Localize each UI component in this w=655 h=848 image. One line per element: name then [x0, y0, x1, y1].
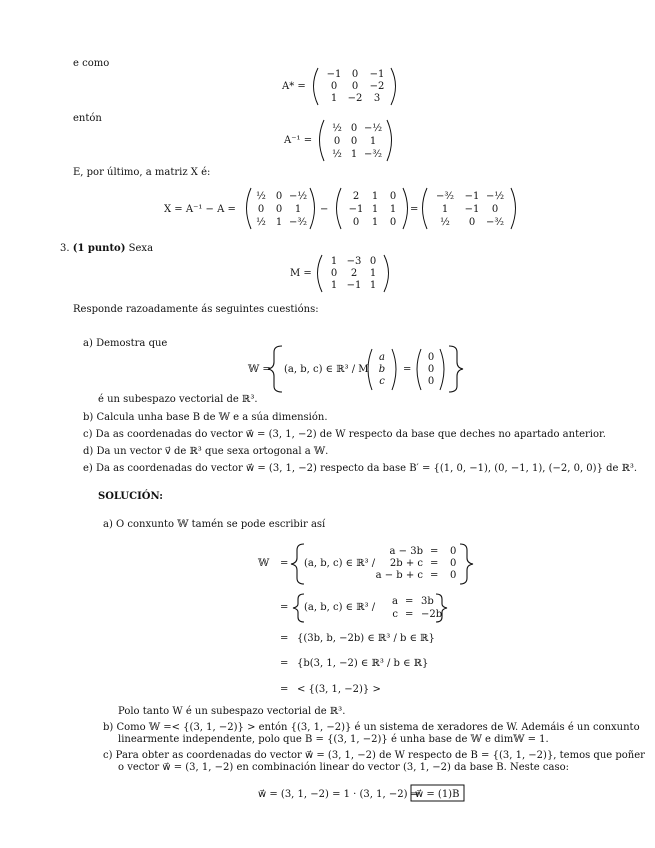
sol-r2-brace-left — [293, 594, 304, 622]
ainv-lhs: A⁻¹ = — [284, 135, 313, 146]
astar-cell: −2 — [347, 93, 363, 104]
solution-c-line1: c) Para obter as coordenadas do vector w⃗ = (3, 1, −2) de W respecto de B = {(3, 1, −2)}, temos que poñer — [103, 750, 645, 761]
solution-c-line2: o vector w⃗ = (3, 1, −2) en combinación linear do vector (3, 1, −2) da base B. Neste caso: — [118, 762, 569, 773]
x-m1-cell: −½ — [288, 191, 308, 202]
x-m2-cell: 0 — [352, 217, 360, 228]
m-cell: 0 — [330, 268, 338, 279]
w-set-brace-right — [449, 346, 463, 392]
x-m2-cell: 1 — [371, 217, 379, 228]
ainv-equation — [283, 120, 392, 161]
solution-derivation — [257, 544, 473, 695]
m-equation — [290, 255, 389, 292]
w-set-lhs: 𝕎 = — [248, 364, 271, 375]
astar-cell: 0 — [351, 69, 359, 80]
astar-cell: 0 — [351, 81, 359, 92]
x-m2-cell: 1 — [371, 204, 379, 215]
x-m2-cell: 0 — [389, 217, 397, 228]
x-m1-cell: 0 — [275, 191, 283, 202]
sol-r1-brace-left — [291, 544, 304, 584]
w-set-equals: = — [403, 364, 412, 375]
sys-rhs: 3b — [421, 596, 434, 607]
w-vec-paren-right — [392, 349, 396, 390]
question-b: b) Calcula unha base B de 𝕎 e a súa dimensión. — [83, 412, 328, 423]
x-m1-cell: ½ — [256, 191, 266, 202]
sys-lhs: c — [392, 609, 398, 620]
sol-r1-system — [376, 546, 457, 581]
sys-lhs: a − 3b — [389, 546, 423, 557]
x-m2-cell: 2 — [352, 191, 360, 202]
x-m1-paren-left — [247, 188, 252, 229]
x-m3-paren-right — [511, 188, 516, 229]
sol-w-symbol: 𝕎 — [258, 558, 270, 569]
x-m1-cell: 1 — [294, 204, 302, 215]
m-paren-left — [318, 255, 323, 292]
w-vec-cell: a — [379, 352, 385, 363]
x-m1-cell: 0 — [257, 204, 265, 215]
ainv-cell: 1 — [369, 136, 377, 147]
astar-cell: −1 — [369, 69, 385, 80]
sys-eq: = — [430, 570, 439, 581]
m-cell: 1 — [369, 280, 377, 291]
astar-cell: 0 — [330, 81, 338, 92]
w-zero-paren-left — [417, 349, 421, 390]
solution-heading: SOLUCIÓN: — [98, 491, 163, 502]
astar-equation — [281, 68, 396, 105]
sol-equals-4: = — [280, 658, 289, 669]
final-box: w⃗ = (1)B — [415, 789, 460, 800]
x-m1-cell: 1 — [275, 217, 283, 228]
sol-equals-1: = — [280, 558, 289, 569]
w-set-definition — [247, 346, 463, 392]
text-enton: entón — [73, 113, 102, 124]
sys-rhs: −2b — [421, 609, 443, 620]
astar-paren-right — [391, 68, 396, 105]
sys-rhs: 0 — [450, 558, 457, 569]
x-m1-cell: 0 — [275, 204, 283, 215]
ainv-cell: 1 — [350, 149, 358, 160]
x-m3-cell: 0 — [491, 204, 499, 215]
w-set-condition: (a, b, c) ∈ ℝ³ / M — [284, 364, 369, 375]
sys-eq: = — [430, 558, 439, 569]
ainv-cell: −½ — [363, 123, 383, 134]
astar-cell: −1 — [326, 69, 342, 80]
w-vec-cell: c — [379, 376, 385, 387]
m-cell: 1 — [369, 268, 377, 279]
text-polo-tanto: Polo tanto W é un subespazo vectorial de ℝ³. — [118, 706, 346, 717]
x-m2-paren-right — [403, 188, 408, 229]
x-m1-paren-right — [310, 188, 315, 229]
x-m3-cell: ½ — [440, 217, 450, 228]
x-m3-paren-left — [423, 188, 428, 229]
x-m3-cell: −½ — [485, 191, 505, 202]
sys-lhs: 2b + c — [389, 558, 423, 569]
ainv-paren-right — [387, 120, 392, 161]
m-cell: 2 — [350, 268, 358, 279]
m-cell: −3 — [346, 256, 362, 267]
sol-r2-system — [392, 596, 442, 620]
x-m1-cell: ½ — [256, 217, 266, 228]
astar-paren-left — [314, 68, 319, 105]
astar-cell: 1 — [330, 93, 338, 104]
question-a-label: a) — [83, 338, 93, 349]
question-a-after: é un subespazo vectorial de ℝ³. — [98, 394, 258, 405]
text-por-ultimo: E, por último, a matriz X é: — [73, 167, 211, 178]
x-m1-cell: −³⁄₂ — [288, 217, 308, 228]
x-m3-cell: −³⁄₂ — [435, 191, 455, 202]
astar-cell: −2 — [369, 81, 385, 92]
sol-equals-2: = — [280, 602, 289, 613]
sol-r3: {(3b, b, −2b) ∈ ℝ³ / b ∈ ℝ} — [297, 633, 435, 644]
x-m3-cell: 1 — [441, 204, 449, 215]
sol-r1-prefix: (a, b, c) ∈ ℝ³ / — [304, 558, 376, 569]
sys-lhs: a — [392, 596, 398, 607]
ainv-cell: −³⁄₂ — [363, 149, 383, 160]
problem-number: 3. — [60, 243, 70, 254]
sys-rhs: 0 — [450, 570, 457, 581]
sys-lhs: a − b + c — [375, 570, 423, 581]
sys-rhs: 0 — [450, 546, 457, 557]
m-cell: 1 — [330, 280, 338, 291]
sol-r1-brace-right — [460, 544, 473, 584]
x-lhs: X = A⁻¹ − A = — [164, 204, 236, 215]
problem-points: (1 punto) — [72, 243, 126, 254]
w-zero-cell: 0 — [427, 376, 435, 387]
sol-r4: {b(3, 1, −2) ∈ ℝ³ / b ∈ ℝ} — [297, 658, 429, 669]
sol-r2-prefix: (a, b, c) ∈ ℝ³ / — [304, 602, 376, 613]
sys-eq: = — [430, 546, 439, 557]
solution-b-line1: b) Como 𝕎 =< {(3, 1, −2)} > entón {(3, 1, −2)} é un sistema de xeradores de W. Ademáis é un conxunto — [103, 722, 640, 733]
w-zero-paren-right — [440, 349, 444, 390]
astar-lhs: A* = — [282, 81, 306, 92]
x-m3-cell: 0 — [468, 217, 476, 228]
x-m2-cell: −1 — [348, 204, 364, 215]
ainv-cell: 0 — [350, 136, 358, 147]
question-e: e) Da as coordenadas do vector w⃗ = (3, 1, −2) respecto da base B′ = {(1, 0, −1), (0, −1, 1), (−2, 0, 0)} de ℝ³. — [83, 463, 638, 474]
ainv-cell: ½ — [332, 123, 342, 134]
x-m3-cell: −1 — [464, 204, 480, 215]
ainv-cell: 0 — [350, 123, 358, 134]
sys-eq: = — [405, 596, 414, 607]
final-result — [258, 785, 464, 801]
text-responde: Responde razoadamente ás seguintes cuestións: — [73, 304, 319, 315]
x-m2-paren-left — [337, 188, 342, 229]
w-vec-paren-left — [368, 349, 372, 390]
sol-equals-5: = — [280, 684, 289, 695]
w-zero-cell: 0 — [427, 364, 435, 375]
m-cell: 1 — [330, 256, 338, 267]
x-minus: − — [320, 204, 329, 215]
m-lhs: M = — [290, 268, 312, 279]
x-equation — [164, 188, 516, 229]
ainv-paren-left — [320, 120, 325, 161]
x-m2-cell: 0 — [389, 191, 397, 202]
sol-equals-3: = — [280, 633, 289, 644]
text-e-como: e como — [73, 58, 110, 69]
m-cell: 0 — [369, 256, 377, 267]
problem-sexa: Sexa — [128, 243, 154, 254]
question-c: c) Da as coordenadas do vector w⃗ = (3, 1, −2) de W respecto da base que deches no apartado anterior. — [83, 429, 606, 440]
w-zero-cell: 0 — [427, 352, 435, 363]
solution-b-line2: linearmente independente, polo que B = {(3, 1, −2)} é unha base de 𝕎 e dim𝕎 = 1. — [118, 734, 549, 745]
solution-a: a) O conxunto 𝕎 tamén se pode escribir así — [103, 519, 326, 530]
question-a-text: Demostra que — [96, 338, 168, 349]
w-vec-cell: b — [378, 364, 386, 375]
ainv-cell: ½ — [332, 149, 342, 160]
m-cell: −1 — [346, 280, 362, 291]
m-paren-right — [384, 255, 389, 292]
final-lhs: w⃗ = (3, 1, −2) = 1 · (3, 1, −2) ⇒ — [258, 789, 420, 800]
x-m3-cell: −1 — [464, 191, 480, 202]
x-m2-cell: 1 — [371, 191, 379, 202]
w-set-brace-left — [268, 346, 282, 392]
ainv-cell: 0 — [333, 136, 341, 147]
question-d: d) Da un vector v⃗ de ℝ³ que sexa ortogonal a 𝕎. — [83, 446, 329, 457]
sol-r5: < {(3, 1, −2)} > — [297, 684, 381, 695]
x-m2-cell: 1 — [389, 204, 397, 215]
astar-cell: 3 — [373, 93, 381, 104]
x-m3-cell: −³⁄₂ — [485, 217, 505, 228]
x-equals: = — [410, 204, 419, 215]
sys-eq: = — [405, 609, 414, 620]
